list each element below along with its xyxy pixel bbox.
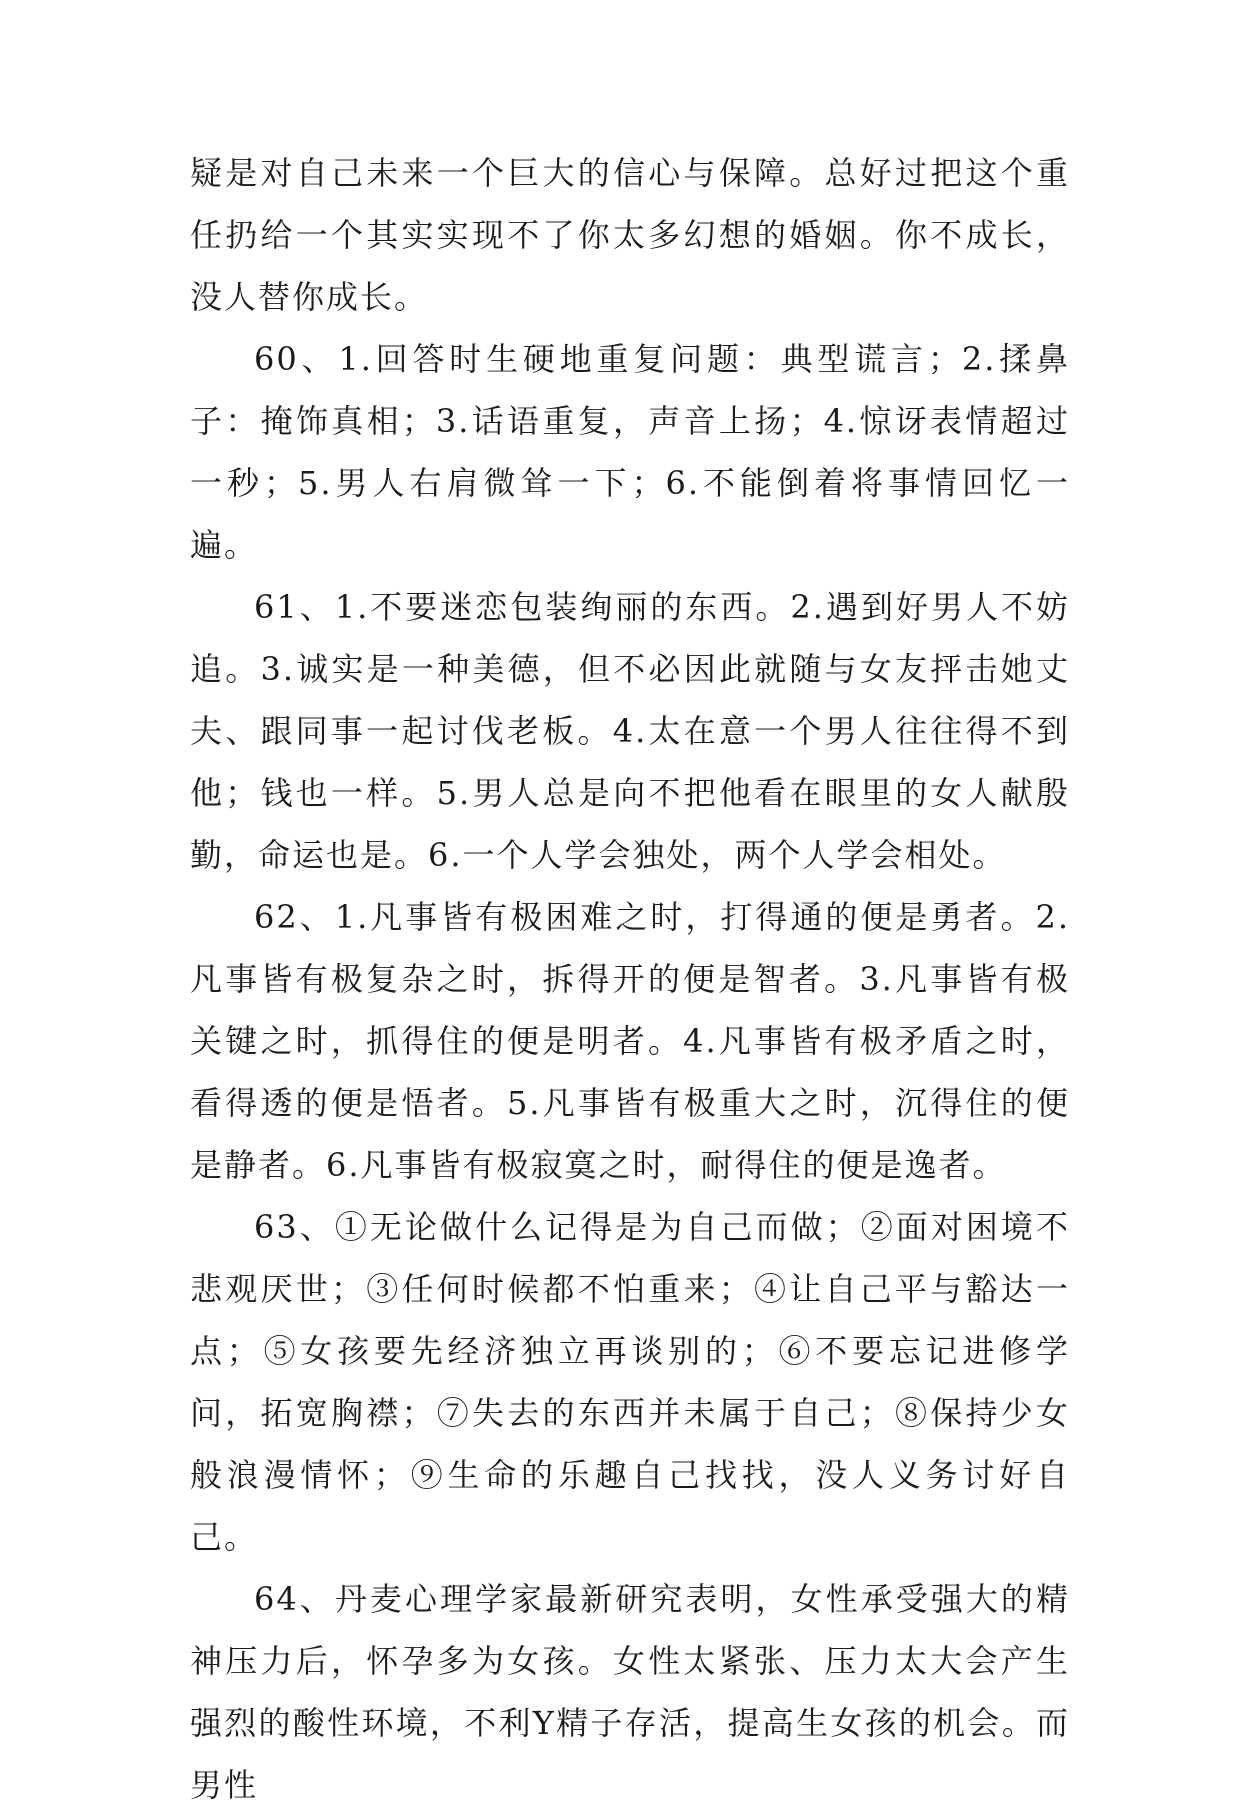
paragraph-60: 60、1.回答时生硬地重复问题：典型谎言；2.揉鼻子：掩饰真相；3.话语重复，声音上扬；4.惊讶表情超过一秒；5.男人右肩微耸一下；6.不能倒着将事情回忆一遍。 (190, 340, 1070, 564)
paragraph-continuation: 疑是对自己未来一个巨大的信心与保障。总好过把这个重任扔给一个其实实现不了你太多幻想的婚姻。你不成长，没人替你成长。 (190, 154, 1070, 316)
paragraph-61: 61、1.不要迷恋包装绚丽的东西。2.遇到好男人不妨追。3.诚实是一种美德，但不必因此就随与女友抨击她丈夫、跟同事一起讨伐老板。4.太在意一个男人往往得不到他；钱也一样。5.男人总是向不把他看在眼里的女人献殷勤，命运也是。6.一个人学会独处，两个人学会相处。 (190, 588, 1070, 874)
paragraph-64: 64、丹麦心理学家最新研究表明，女性承受强大的精神压力后，怀孕多为女孩。女性太紧张、压力太大会产生强烈的酸性环境，不利Y精子存活，提高生女孩的机会。而男性 (190, 1580, 1070, 1804)
paragraph-62: 62、1.凡事皆有极困难之时，打得通的便是勇者。2.凡事皆有极复杂之时，拆得开的便是智者。3.凡事皆有极关键之时，抓得住的便是明者。4.凡事皆有极矛盾之时，看得透的便是悟者。5.凡事皆有极重大之时，沉得住的便是静者。6.凡事皆有极寂寞之时，耐得住的便是逸者。 (190, 898, 1070, 1184)
paragraph-63: 63、①无论做什么记得是为自己而做；②面对困境不悲观厌世；③任何时候都不怕重来；④让自己平与豁达一点；⑤女孩要先经济独立再谈别的；⑥不要忘记进修学问，拓宽胸襟；⑦失去的东西并未属于自己；⑧保持少女般浪漫情怀；⑨生命的乐趣自己找找，没人义务讨好自己。 (190, 1208, 1070, 1556)
document-body (190, 142, 1070, 1816)
